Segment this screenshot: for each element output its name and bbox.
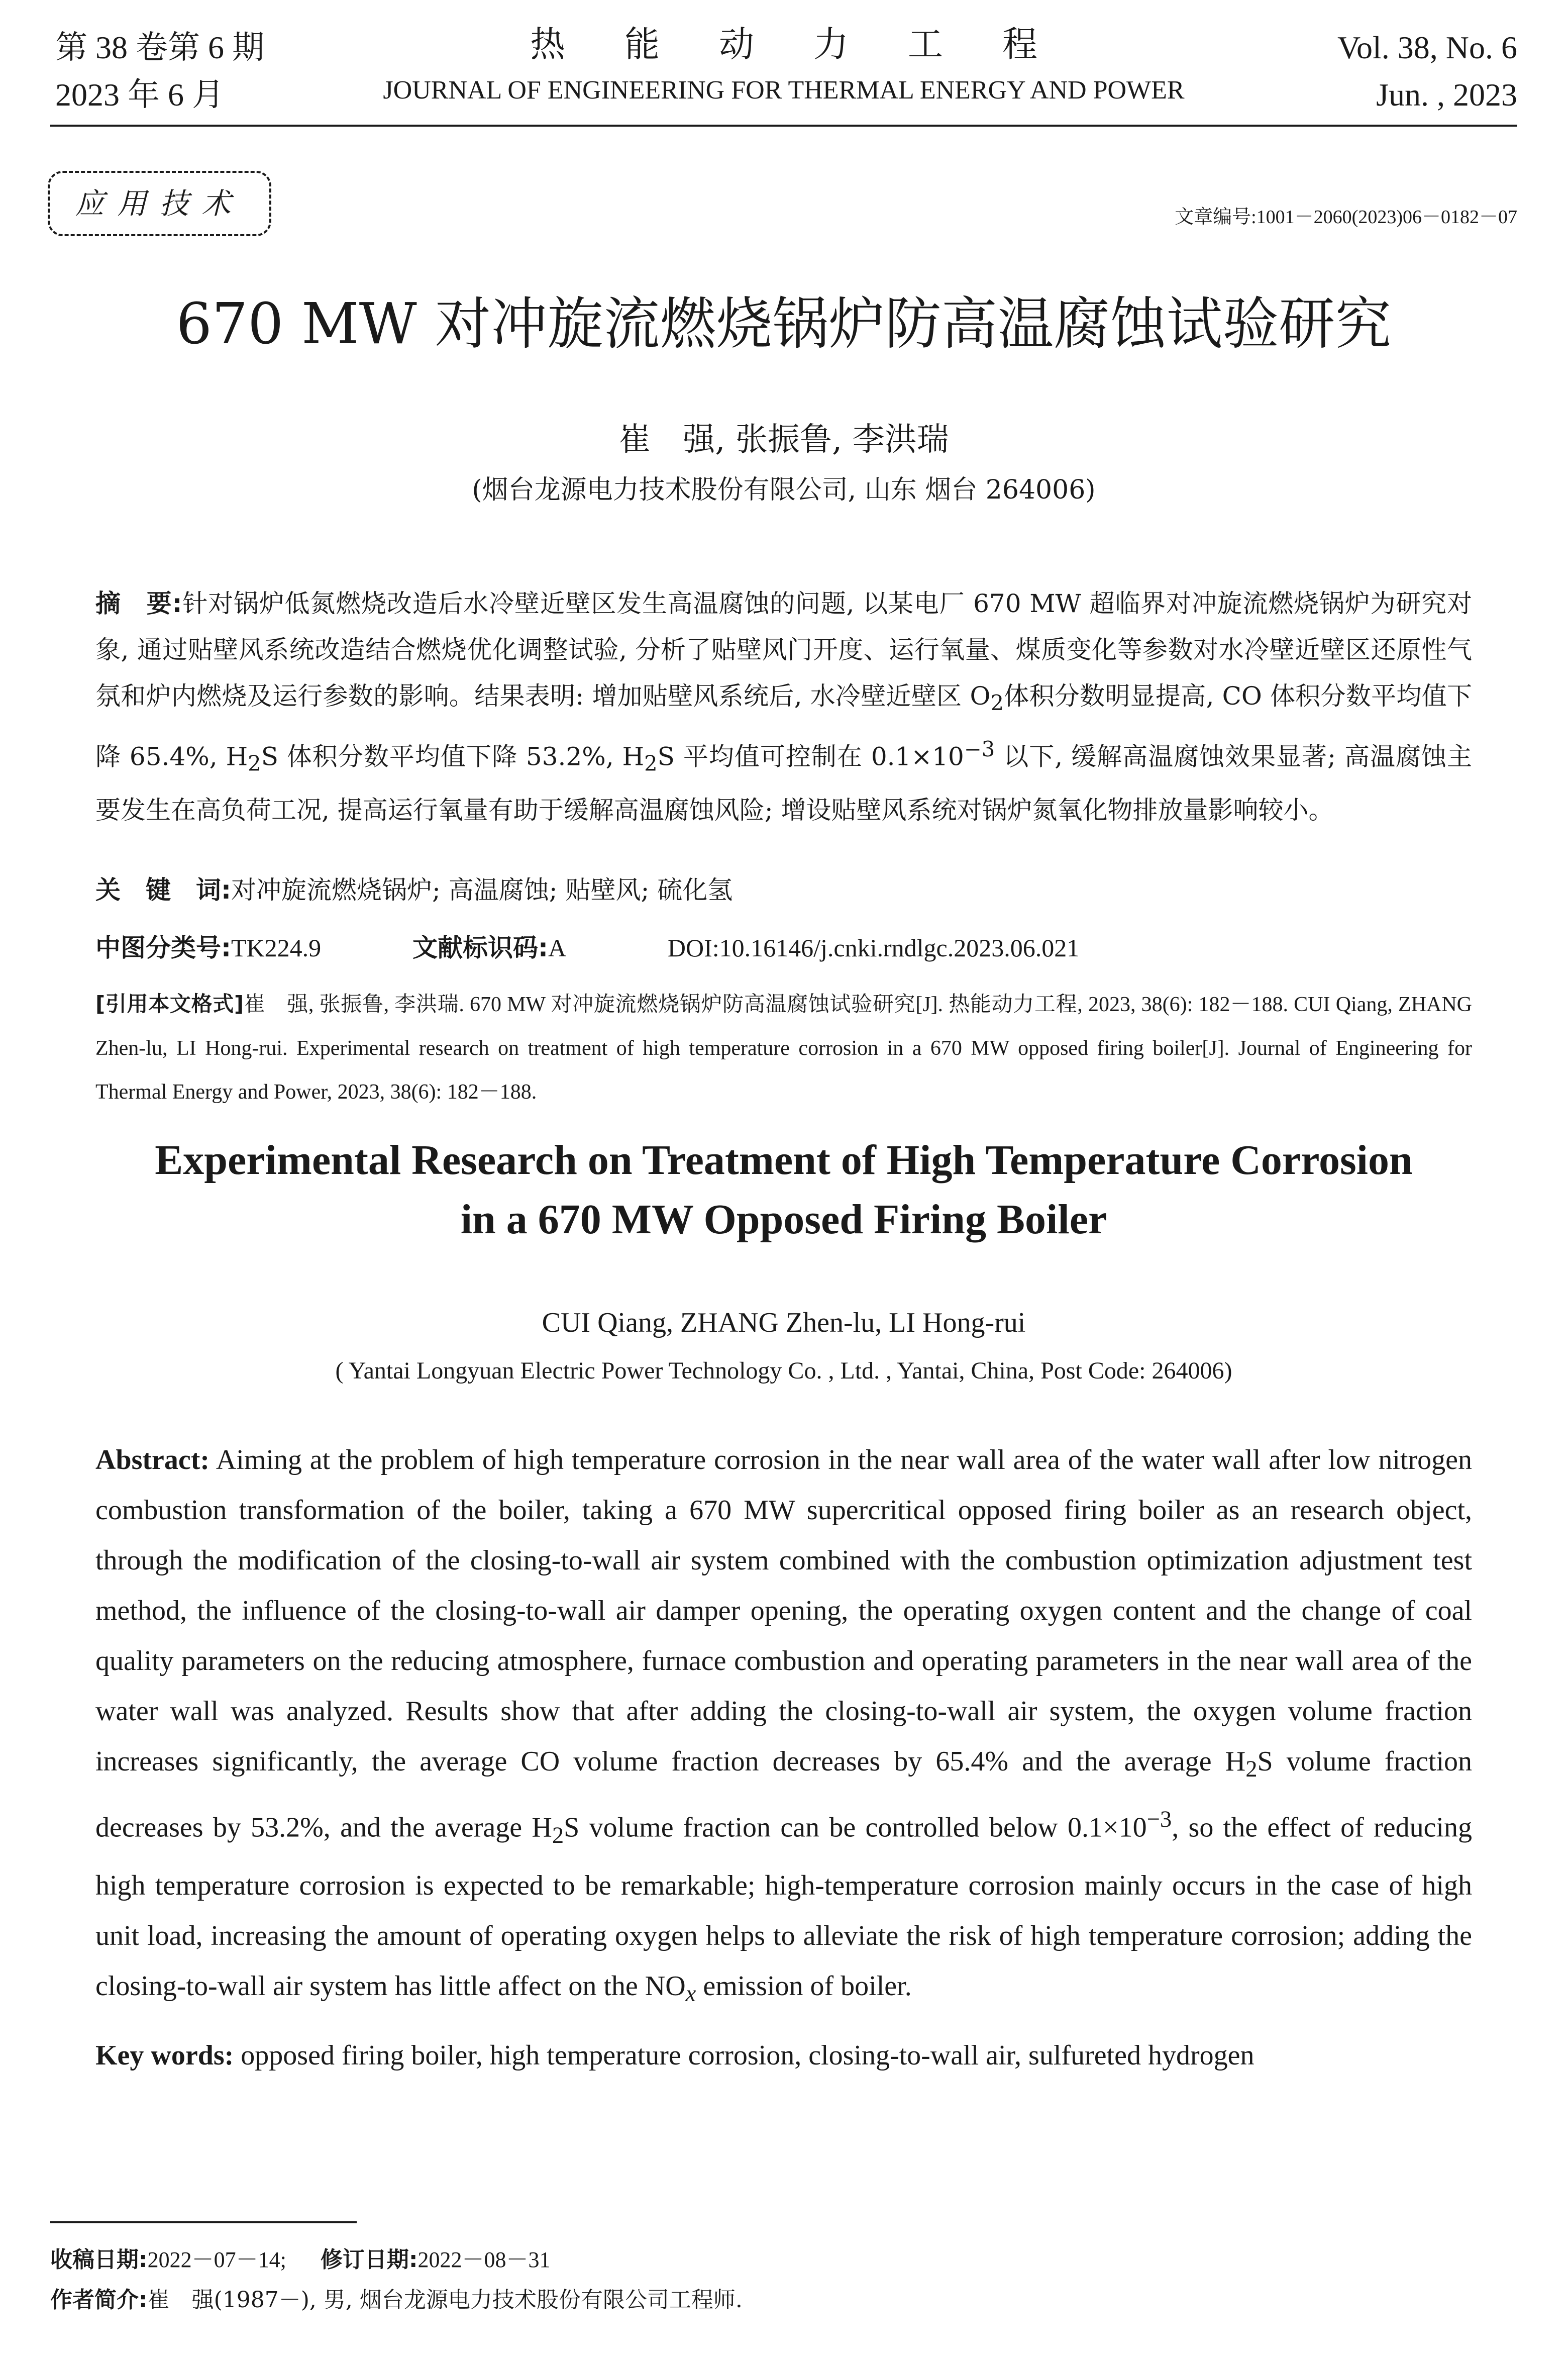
abstract-en-text: S volume fraction can be controlled below 0.1×10 bbox=[564, 1812, 1147, 1843]
affiliation-en: ( Yantai Longyuan Electric Power Technology Co. , Ltd. , Yantai, China, Post Code: 264006) bbox=[335, 1357, 1232, 1384]
affiliation-cn: (烟台龙源电力技术股份有限公司, 山东 烟台 264006) bbox=[472, 475, 1096, 505]
doc-code-label: 文献标识码: bbox=[412, 933, 548, 962]
footnote-author bbox=[50, 2282, 1507, 2319]
journal-name-en: JOURNAL OF ENGINEERING FOR THERMAL ENERGY AND POWER bbox=[383, 76, 1185, 105]
header-rule bbox=[50, 125, 1517, 127]
authors-en: CUI Qiang, ZHANG Zhen-lu, LI Hong-rui bbox=[542, 1307, 1026, 1338]
subscript: 2 bbox=[644, 751, 658, 776]
keywords-en bbox=[95, 2030, 1472, 2081]
abstract-cn-text: 以下, 缓解高温腐蚀效果显著; 高温腐蚀主要发生在高负荷工况, 提高运行氧量有助于缓解高温腐蚀风险; 增设贴壁风系统对锅炉氮氧化物排放量影响较小。 bbox=[95, 742, 1472, 825]
subscript: 2 bbox=[552, 1822, 564, 1849]
journal-name-cn: 热能动力工程 bbox=[530, 24, 1097, 65]
abstract-en-text: S volume fraction decreases by 53.2%, and the average H bbox=[95, 1746, 1472, 1843]
subscript: 2 bbox=[990, 691, 1004, 715]
title-en-line-2: in a 670 MW Opposed Firing Boiler bbox=[460, 1196, 1107, 1243]
keywords-cn-label: 关 键 词: bbox=[95, 875, 231, 905]
abstract-cn-text: S 体积分数平均值下降 53.2%, H bbox=[261, 742, 645, 771]
keywords-en-text: opposed firing boiler, high temperature corrosion, closing-to-wall air, sulfureted hydrogen bbox=[234, 2040, 1255, 2071]
subscript: 2 bbox=[1245, 1756, 1258, 1783]
date-en: Jun. , 2023 bbox=[1376, 77, 1517, 113]
title-cn: 670 MW 对冲旋流燃烧锅炉防高温腐蚀试验研究 bbox=[176, 291, 1392, 357]
abstract-cn-text: S 平均值可控制在 0.1×10 bbox=[657, 742, 964, 771]
doc-code-value: A bbox=[548, 934, 567, 962]
keywords-cn bbox=[95, 867, 1472, 913]
title-en-line-1: Experimental Research on Treatment of High Temperature Corrosion bbox=[155, 1137, 1413, 1184]
title-en bbox=[50, 1131, 1517, 1249]
volume-en: Vol. 38, No. 6 bbox=[1337, 30, 1517, 65]
date-cn: 2023 年 6 月 bbox=[55, 77, 224, 113]
abstract-en-text: , so the effect of reducing high temperature corrosion is expected to be remarkable; high-temperature corrosion mainly occurs in the case of high unit load, increasing the amount of operating oxygen helps to alleviate the risk of high temperature corrosion; adding the closing-to-wall air system has little affect on the NO bbox=[95, 1812, 1472, 2002]
keywords-en-label: Key words: bbox=[95, 2040, 234, 2071]
doi: DOI:10.16146/j.cnki.rndlgc.2023.06.021 bbox=[667, 934, 1080, 962]
superscript: −3 bbox=[1146, 1806, 1172, 1833]
abstract-cn-text: 体积分数明显提高, CO 体积分数平均值下降 65.4%, H bbox=[95, 681, 1472, 771]
volume-cn: 第 38 卷第 6 期 bbox=[55, 30, 264, 65]
revised-date: 2022－08－31 bbox=[417, 2247, 551, 2272]
issue-info-cn bbox=[55, 24, 264, 119]
abstract-en-text: emission of boiler. bbox=[696, 1971, 912, 2002]
footnote-dates bbox=[50, 2241, 1507, 2279]
abstract-en-label: Abstract: bbox=[95, 1444, 210, 1475]
abstract-cn-text: 针对锅炉低氮燃烧改造后水冷壁近壁区发生高温腐蚀的问题, 以某电厂 670 MW 超临界对冲旋流燃烧锅炉为研究对象, 通过贴壁风系统改造结合燃烧优化调整试验, 分析了贴壁风门开度、运行氧量、煤质变化等参数对水冷壁近壁区还原性气氛和炉内燃烧及运行参数的影响。结果表明: 增加贴壁风系统后, 水冷壁近壁区 O bbox=[95, 589, 1472, 711]
received-date: 2022－07－14; bbox=[147, 2247, 286, 2272]
keywords-cn-text: 对冲旋流燃烧锅炉; 高温腐蚀; 贴壁风; 硫化氢 bbox=[231, 875, 733, 905]
clc-value: TK224.9 bbox=[231, 934, 322, 962]
issue-info-en bbox=[1286, 24, 1517, 119]
footnote-rule bbox=[50, 2221, 357, 2223]
citation-text: 崔 强, 张振鲁, 李洪瑞. 670 MW 对冲旋流燃烧锅炉防高温腐蚀试验研究[J]. 热能动力工程, 2023, 38(6): 182－188. CUI Qiang, ZHANG Zhen-lu, LI Hong-rui. Experimental research on treatment of high temperature corrosion in a 670 MW opposed firing boiler[J]. Journal of Engineering for Thermal Energy and Power, 2023, 38(6): 182－188. bbox=[95, 993, 1472, 1104]
citation-format bbox=[95, 982, 1472, 1114]
author-bio: 崔 强(1987－), 男, 烟台龙源电力技术股份有限公司工程师. bbox=[147, 2287, 743, 2313]
abstract-en-text: Aiming at the problem of high temperature corrosion in the near wall area of the water wall after low nitrogen combustion transformation of the boiler, taking a 670 MW supercritical opposed firing boiler as an research object, through the modification of the closing-to-wall air system combined with the combustion optimization adjustment test method, the influence of the closing-to-wall air damper opening, the operating oxygen content and the change of coal quality parameters on the reducing atmosphere, furnace combustion and operating parameters in the near wall area of the water wall was analyzed. Results show that after adding the closing-to-wall air system, the oxygen volume fraction increases significantly, the average CO volume fraction decreases by 65.4% and the average H bbox=[95, 1444, 1472, 1777]
superscript: −3 bbox=[964, 737, 995, 761]
abstract-cn bbox=[95, 580, 1472, 833]
abstract-en bbox=[95, 1435, 1472, 2019]
subscript: 2 bbox=[248, 751, 261, 776]
authors-cn: 崔 强, 张振鲁, 李洪瑞 bbox=[618, 421, 949, 458]
clc-label: 中图分类号: bbox=[95, 933, 231, 962]
article-number: 文章编号:1001－2060(2023)06－0182－07 bbox=[1175, 207, 1517, 228]
journal-masthead bbox=[352, 20, 1216, 111]
column-label: 应用技术 bbox=[48, 171, 271, 236]
revised-label: 修订日期: bbox=[320, 2247, 418, 2273]
citation-label: [引用本文格式] bbox=[95, 992, 244, 1016]
author-bio-label: 作者简介: bbox=[50, 2287, 148, 2313]
received-label: 收稿日期: bbox=[50, 2247, 148, 2273]
abstract-cn-label: 摘 要: bbox=[95, 589, 182, 618]
classification-row bbox=[95, 925, 1472, 971]
subscript: x bbox=[685, 1981, 696, 2007]
